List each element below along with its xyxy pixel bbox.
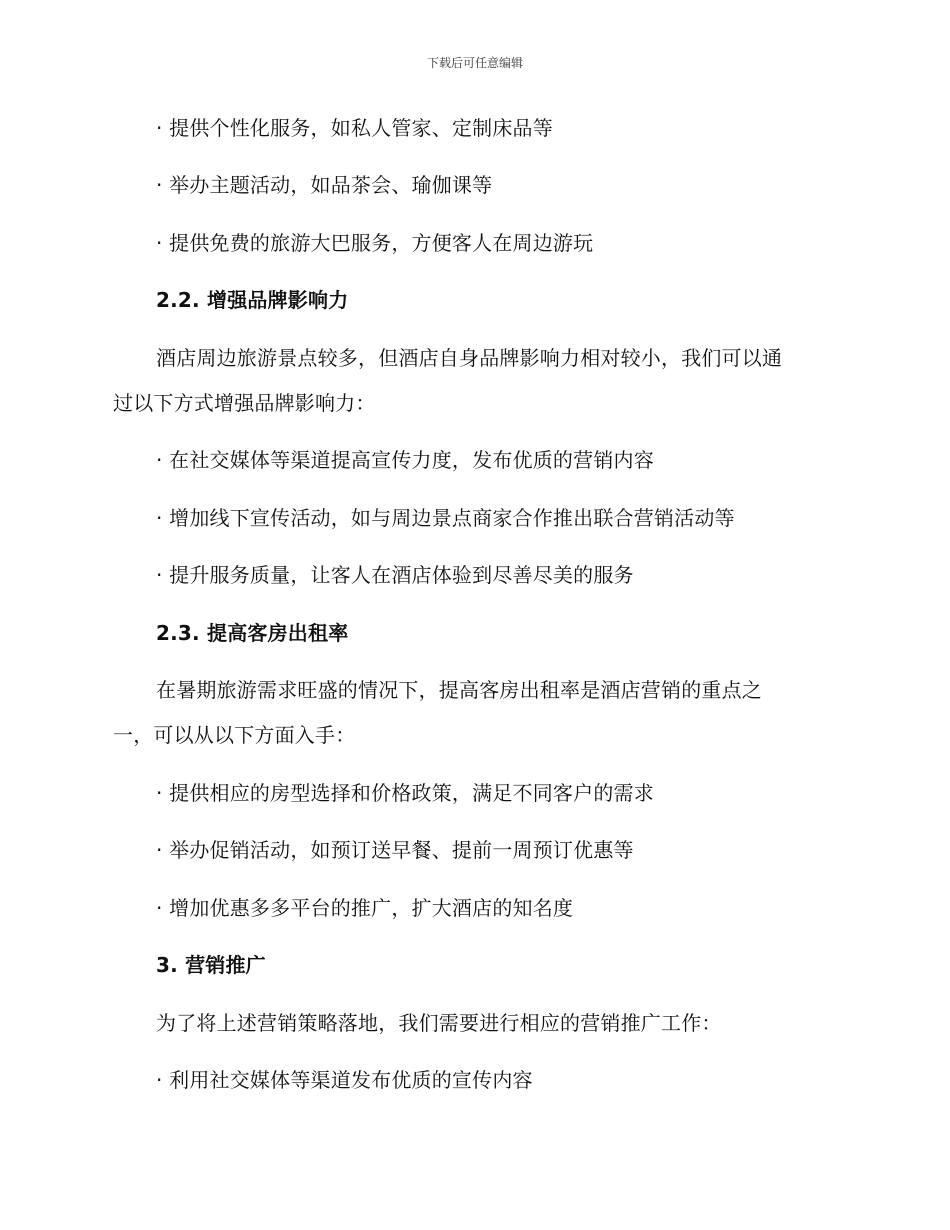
bullet-item: · 利用社交媒体等渠道发布优质的宣传内容: [156, 1068, 533, 1092]
bullet-item: · 提升服务质量，让客人在酒店体验到尽善尽美的服务: [156, 563, 634, 587]
paragraph-line: 在暑期旅游需求旺盛的情况下，提高客房出租率是酒店营销的重点之: [156, 678, 762, 702]
bullet-item: · 提供相应的房型选择和价格政策，满足不同客户的需求: [156, 781, 654, 805]
page-header: 下载后可任意编辑: [426, 56, 523, 70]
bullet-item: · 增加线下宣传活动，如与周边景点商家合作推出联合营销活动等: [156, 506, 735, 530]
bullet-item: · 提供个性化服务，如私人管家、定制床品等: [156, 116, 553, 140]
section-heading: 2.3. 提高客房出租率: [156, 621, 349, 645]
bullet-item: · 提供免费的旅游大巴服务，方便客人在周边游玩: [156, 231, 594, 255]
paragraph-line: 一，可以从以下方面入手：: [113, 723, 356, 747]
section-heading: 3. 营销推广: [156, 953, 266, 977]
bullet-item: · 举办主题活动，如品茶会、瑜伽课等: [156, 173, 493, 197]
bullet-item: · 增加优惠多多平台的推广，扩大酒店的知名度: [156, 896, 574, 920]
bullet-item: · 举办促销活动，如预订送早餐、提前一周预订优惠等: [156, 838, 634, 862]
paragraph-line: 过以下方式增强品牌影响力：: [113, 391, 376, 415]
section-heading: 2.2. 增强品牌影响力: [156, 288, 349, 312]
bullet-item: · 在社交媒体等渠道提高宣传力度，发布优质的营销内容: [156, 448, 654, 472]
paragraph-line: 为了将上述营销策略落地，我们需要进行相应的营销推广工作：: [156, 1011, 722, 1035]
paragraph-line: 酒店周边旅游景点较多，但酒店自身品牌影响力相对较小，我们可以通: [156, 346, 783, 370]
